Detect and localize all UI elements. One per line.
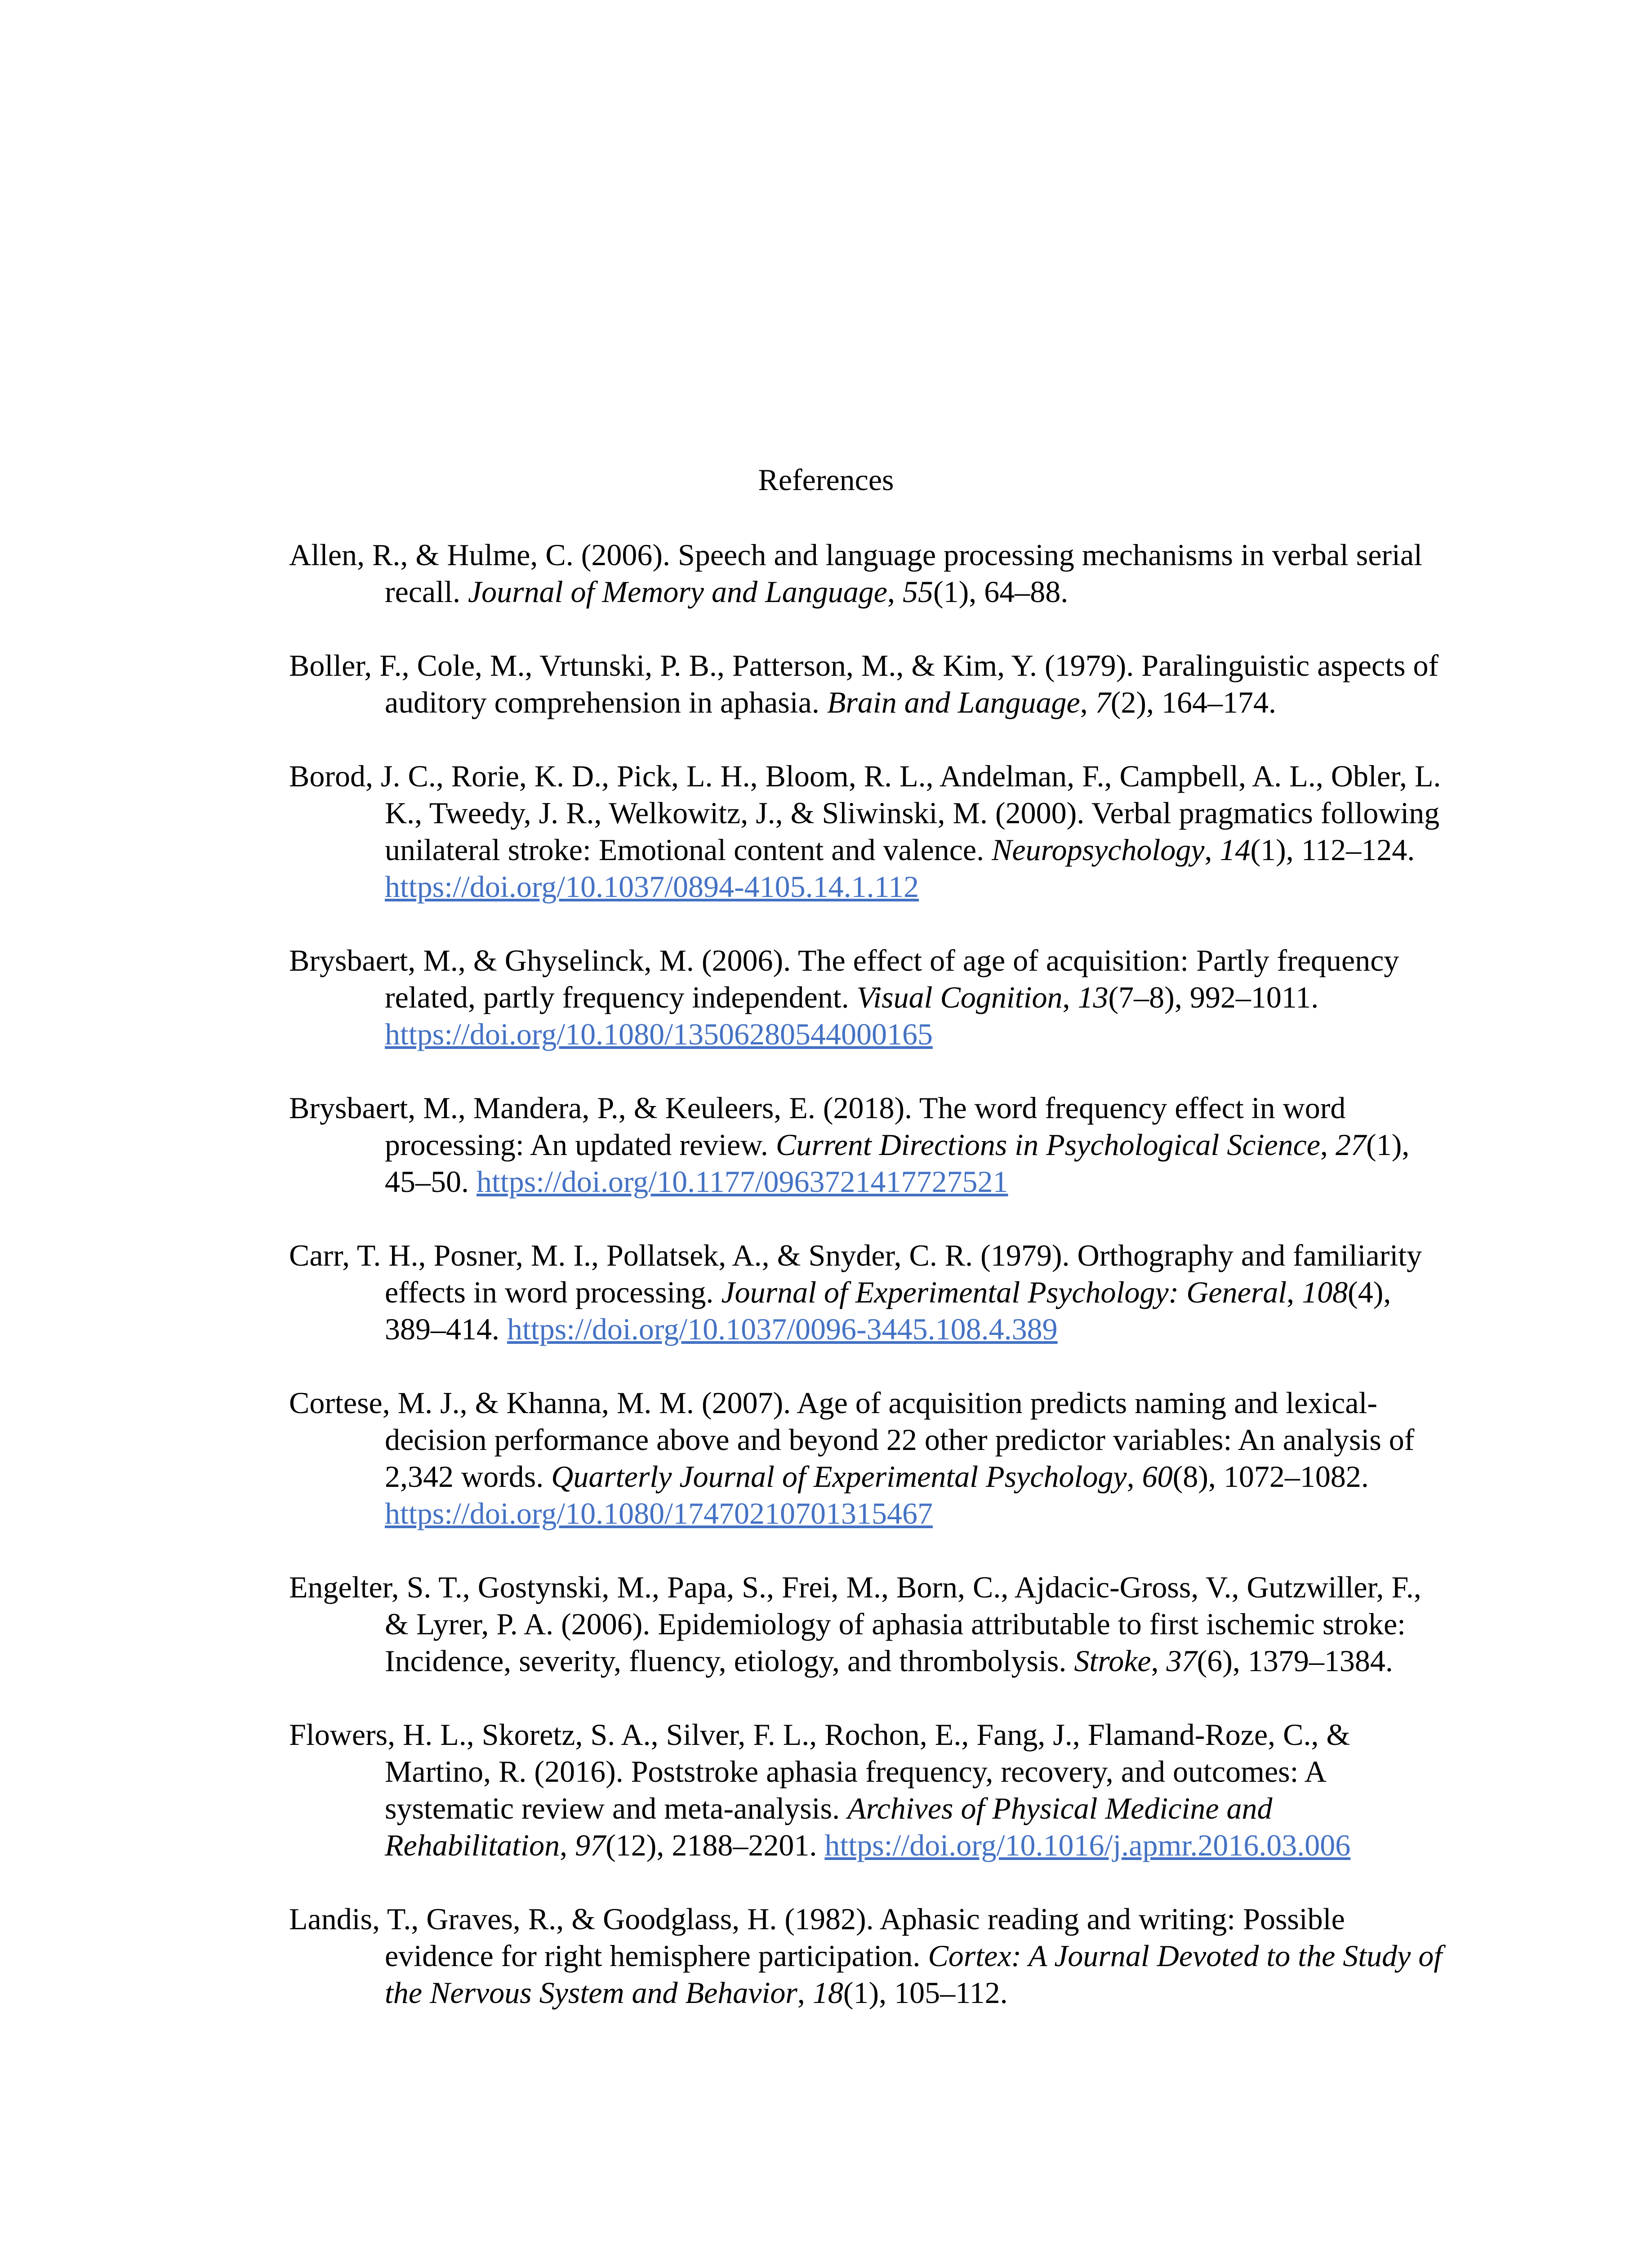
reference-separator: , bbox=[1080, 685, 1095, 719]
reference-citation-text: Landis, T., Graves, R., & Goodglass, H. (1982). Aphasic reading and writing: Possible evidence for right hemisphere participation. bbox=[289, 1902, 1345, 1973]
reference-issue-pages: (8), 1072–1082. bbox=[1172, 1459, 1369, 1494]
reference-separator: , bbox=[797, 1976, 813, 2010]
doi-link[interactable]: https://doi.org/10.1037/0894-4105.14.1.112 bbox=[385, 870, 919, 904]
reference-citation-text: Carr, T. H., Posner, M. I., Pollatsek, A., & Snyder, C. R. (1979). Orthography and familiarity effects in word processing. bbox=[289, 1238, 1422, 1309]
reference-journal: Archives of Physical Medicine and Rehabilitation bbox=[385, 1791, 1273, 1862]
reference-volume: 27 bbox=[1336, 1128, 1367, 1162]
reference-issue-pages: (4), 389–414. bbox=[385, 1275, 1391, 1346]
reference-journal: Stroke bbox=[1074, 1644, 1151, 1678]
reference-entry bbox=[289, 647, 1449, 721]
reference-volume: 55 bbox=[903, 575, 933, 609]
reference-entry bbox=[289, 758, 1449, 905]
reference-entry bbox=[289, 942, 1449, 1053]
reference-list bbox=[289, 536, 1449, 2048]
reference-journal: Brain and Language bbox=[827, 685, 1080, 719]
reference-volume: 97 bbox=[575, 1828, 606, 1862]
reference-entry bbox=[289, 1384, 1449, 1532]
reference-issue-pages: (2), 164–174. bbox=[1110, 685, 1277, 719]
reference-citation-text: Brysbaert, M., Mandera, P., & Keuleers, E. (2018). The word frequency effect in word processing: An updated review. bbox=[289, 1091, 1346, 1162]
reference-citation-text: Allen, R., & Hulme, C. (2006). Speech and language processing mechanisms in verbal serial recall. bbox=[289, 538, 1423, 609]
reference-volume: 18 bbox=[812, 1976, 843, 2010]
reference-volume: 60 bbox=[1142, 1459, 1173, 1494]
reference-separator: , bbox=[560, 1828, 575, 1862]
doi-link[interactable]: https://doi.org/10.1080/13506280544000165 bbox=[385, 1017, 933, 1051]
reference-volume: 14 bbox=[1220, 833, 1251, 867]
reference-citation-text: Engelter, S. T., Gostynski, M., Papa, S., Frei, M., Born, C., Ajdacic-Gross, V., Gutzwiller, F., & Lyrer, P. A. (2006). Epidemiology of aphasia attributable to first ischemic stroke: Incidence, severity, fluency, etiology, and thrombolysis. bbox=[289, 1570, 1421, 1678]
reference-journal: Quarterly Journal of Experimental Psychology bbox=[551, 1459, 1127, 1494]
reference-journal: Cortex: A Journal Devoted to the Study of the Nervous System and Behavior bbox=[385, 1939, 1443, 2010]
reference-separator: , bbox=[887, 575, 903, 609]
reference-issue-pages: (1), 64–88. bbox=[933, 575, 1069, 609]
reference-volume: 13 bbox=[1078, 980, 1109, 1014]
reference-separator: , bbox=[1287, 1275, 1302, 1309]
reference-issue-pages: (1), 105–112. bbox=[843, 1976, 1008, 2010]
reference-citation-text: Boller, F., Cole, M., Vrtunski, P. B., Patterson, M., & Kim, Y. (1979). Paralinguistic aspects of auditory comprehension in aphasia. bbox=[289, 648, 1439, 719]
reference-citation-text: Borod, J. C., Rorie, K. D., Pick, L. H., Bloom, R. L., Andelman, F., Campbell, A. L., Obler, L. K., Tweedy, J. R., Welkowitz, J., & Sliwinski, M. (2000). Verbal pragmatics following unilateral stroke: Emotional content and valence. bbox=[289, 759, 1441, 867]
doi-link[interactable]: https://doi.org/10.1016/j.apmr.2016.03.006 bbox=[824, 1828, 1351, 1862]
reference-journal: Current Directions in Psychological Science bbox=[775, 1128, 1321, 1162]
reference-separator: , bbox=[1062, 980, 1078, 1014]
doi-link[interactable]: https://doi.org/10.1037/0096-3445.108.4.389 bbox=[507, 1312, 1058, 1346]
reference-volume: 7 bbox=[1095, 685, 1111, 719]
reference-citation-text: Brysbaert, M., & Ghyselinck, M. (2006). The effect of age of acquisition: Partly frequency related, partly frequency independent. bbox=[289, 943, 1399, 1014]
reference-issue-pages: (1), 45–50. bbox=[385, 1128, 1410, 1199]
reference-entry bbox=[289, 1716, 1449, 1864]
reference-journal: Visual Cognition bbox=[856, 980, 1063, 1014]
reference-volume: 37 bbox=[1166, 1644, 1197, 1678]
reference-volume: 108 bbox=[1302, 1275, 1348, 1309]
reference-separator: , bbox=[1320, 1128, 1336, 1162]
reference-entry bbox=[289, 536, 1449, 610]
reference-issue-pages: (7–8), 992–1011. bbox=[1108, 980, 1319, 1014]
doi-link[interactable]: https://doi.org/10.1177/0963721417727521 bbox=[476, 1164, 1008, 1199]
reference-entry bbox=[289, 1089, 1449, 1200]
reference-separator: , bbox=[1204, 833, 1220, 867]
reference-issue-pages: (6), 1379–1384. bbox=[1197, 1644, 1393, 1678]
reference-journal: Journal of Memory and Language bbox=[468, 575, 887, 609]
reference-separator: , bbox=[1127, 1459, 1142, 1494]
doi-link[interactable]: https://doi.org/10.1080/17470210701315467 bbox=[385, 1496, 933, 1530]
reference-entry bbox=[289, 1900, 1449, 2011]
references-heading: References bbox=[758, 463, 894, 497]
reference-journal: Journal of Experimental Psychology: General bbox=[721, 1275, 1287, 1309]
reference-issue-pages: (1), 112–124. bbox=[1250, 833, 1415, 867]
reference-entry bbox=[289, 1569, 1449, 1679]
reference-citation-text: Cortese, M. J., & Khanna, M. M. (2007). Age of acquisition predicts naming and lexical-decision performance above and beyond 22 other predictor variables: An analysis of 2,342 words. bbox=[289, 1386, 1415, 1494]
reference-citation-text: Flowers, H. L., Skoretz, S. A., Silver, F. L., Rochon, E., Fang, J., Flamand-Roze, C., & Martino, R. (2016). Poststroke aphasia frequency, recovery, and outcomes: A systematic review and meta-analysis. bbox=[289, 1717, 1350, 1825]
reference-separator: , bbox=[1151, 1644, 1167, 1678]
reference-entry bbox=[289, 1237, 1449, 1347]
reference-issue-pages: (12), 2188–2201. bbox=[606, 1828, 825, 1862]
reference-journal: Neuropsychology bbox=[992, 833, 1205, 867]
